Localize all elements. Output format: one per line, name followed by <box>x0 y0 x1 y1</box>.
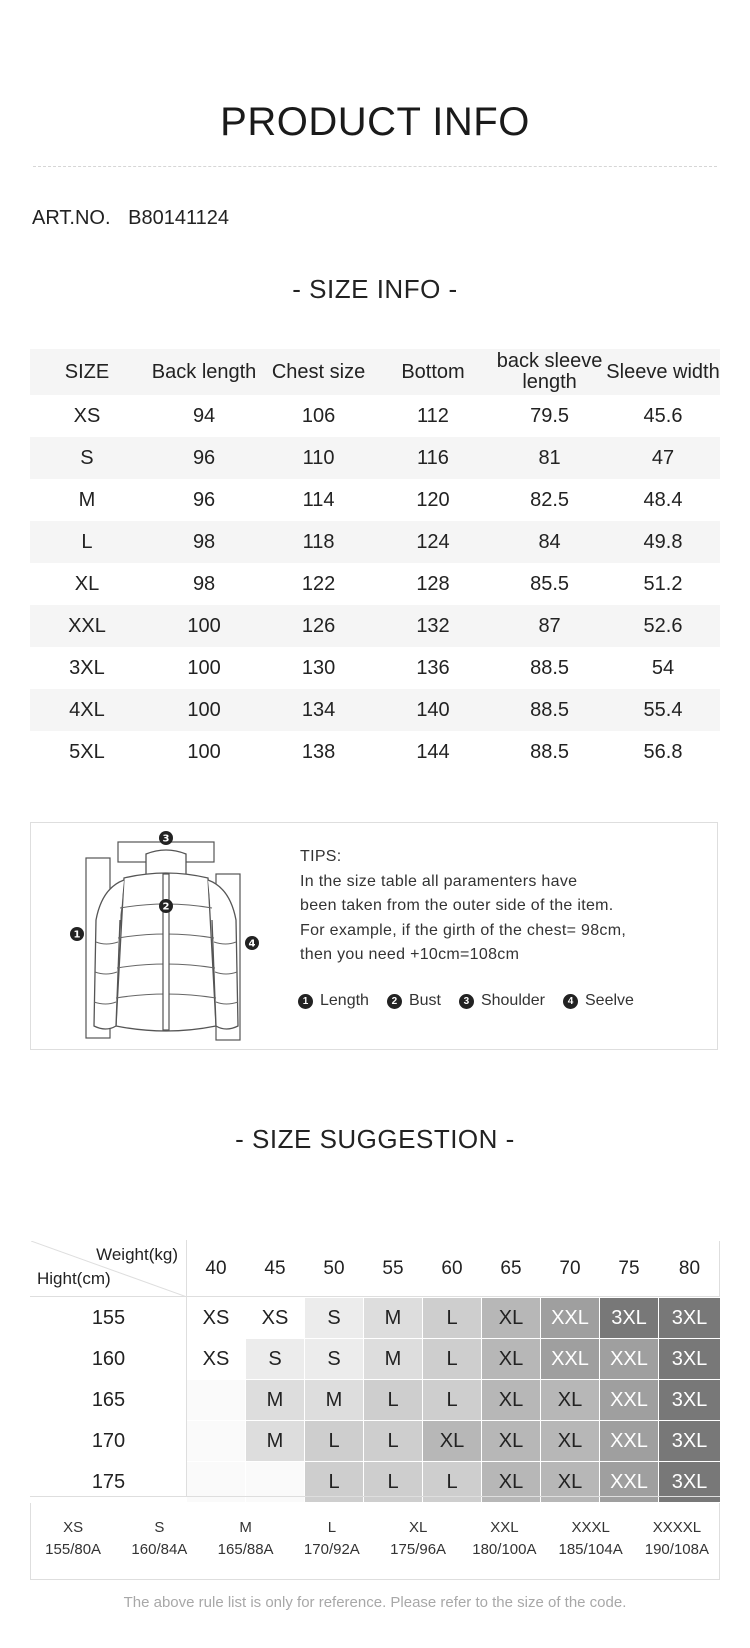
table-cell: 100 <box>187 740 221 763</box>
table-cell: 100 <box>187 656 221 679</box>
size-code-label: XXXL <box>571 1519 610 1536</box>
size-cell: S <box>246 1339 305 1380</box>
size-cell: M <box>364 1339 423 1380</box>
size-code-cell <box>548 1517 634 1561</box>
legend-item-shoulder <box>459 992 545 1010</box>
table-cell: 144 <box>416 740 450 763</box>
table-cell: 132 <box>373 605 493 647</box>
size-cell: L <box>305 1421 364 1462</box>
table-cell: 96 <box>144 437 264 479</box>
size-code-label: M <box>239 1519 252 1536</box>
table-cell: 114 <box>302 488 335 511</box>
table-cell: 51.2 <box>643 572 683 595</box>
size-cell: XL <box>482 1339 541 1380</box>
size-code-cell <box>116 1517 202 1561</box>
legend-item-sleeve <box>563 992 634 1010</box>
size-code-value: 155/80A <box>45 1541 102 1558</box>
table-cell: 118 <box>264 521 373 563</box>
table-cell: 100 <box>144 689 264 731</box>
table-cell: 120 <box>416 488 450 511</box>
table-cell: 136 <box>416 656 450 679</box>
size-cell: XXL <box>541 1298 600 1339</box>
divider <box>30 1296 720 1297</box>
size-code-cell <box>375 1517 461 1561</box>
weight-header-cell: 60 <box>423 1241 482 1298</box>
weight-header-cell: 70 <box>541 1241 600 1298</box>
size-cell: XS <box>246 1298 305 1339</box>
table-row <box>31 1380 721 1421</box>
table-cell: Back length <box>144 349 264 395</box>
table-cell: 3XL <box>69 656 105 679</box>
table-cell: XXL <box>30 605 144 647</box>
size-code-cell <box>30 1517 116 1561</box>
size-cell: XS <box>187 1298 246 1339</box>
table-cell: 47 <box>606 437 720 479</box>
size-code-value: 170/92A <box>303 1541 360 1558</box>
height-cell: 170 <box>31 1421 187 1462</box>
size-cell <box>187 1380 246 1421</box>
table-cell: 85.5 <box>530 572 570 595</box>
size-cell: XS <box>187 1339 246 1380</box>
size-cell: L <box>364 1462 423 1503</box>
table-cell: 88.5 <box>530 656 570 679</box>
size-cell: 3XL <box>659 1298 721 1339</box>
table-header-row <box>30 349 720 395</box>
legend-label: Shoulder <box>480 992 545 1009</box>
weight-header-cell: 40 <box>187 1241 246 1298</box>
size-suggestion-title: - SIZE SUGGESTION - <box>235 1124 515 1154</box>
table-cell: 110 <box>264 437 373 479</box>
number-badge-icon: 2 <box>387 994 402 1009</box>
table-cell: 122 <box>301 572 336 595</box>
table-cell: M <box>78 488 96 511</box>
size-cell: XL <box>482 1462 541 1503</box>
weight-height-header <box>31 1241 187 1298</box>
article-label: ART.NO. <box>32 207 111 229</box>
height-cell: 165 <box>31 1380 187 1421</box>
number-badge-icon: 3 <box>459 994 474 1009</box>
table-cell: 48.4 <box>643 488 683 511</box>
weight-header-cell: 75 <box>600 1241 659 1298</box>
tips-text <box>300 845 710 968</box>
size-cell: XXL <box>600 1462 659 1503</box>
height-cell: 160 <box>31 1339 187 1380</box>
legend-item-length <box>298 992 369 1010</box>
table-cell: 84 <box>493 521 606 563</box>
size-cell: L <box>423 1380 482 1421</box>
svg-text:4: 4 <box>248 938 256 950</box>
table-cell: 140 <box>373 689 493 731</box>
table-cell: 81 <box>493 437 606 479</box>
size-cell: M <box>305 1380 364 1421</box>
table-cell: 5XL <box>69 740 105 763</box>
size-code-label: XXL <box>490 1519 519 1536</box>
size-cell: L <box>364 1421 423 1462</box>
table-cell: 124 <box>373 521 493 563</box>
size-cell: S <box>305 1298 364 1339</box>
article-value: B80141124 <box>128 207 229 229</box>
number-badge-icon: 1 <box>298 994 313 1009</box>
size-code-value: 190/108A <box>644 1541 709 1558</box>
table-cell: 98 <box>144 521 264 563</box>
weight-header-cell: 65 <box>482 1241 541 1298</box>
table-cell: 134 <box>264 689 373 731</box>
svg-text:3: 3 <box>162 833 170 845</box>
size-code-value: 180/100A <box>472 1541 537 1558</box>
weight-header-cell: 45 <box>246 1241 305 1298</box>
size-cell: L <box>423 1462 482 1503</box>
size-code-cell <box>203 1517 289 1561</box>
tips-line: For example, if the girth of the chest= 98cm, <box>300 921 627 939</box>
table-cell: 88.5 <box>530 740 570 763</box>
table-cell: SIZE <box>30 349 144 395</box>
title-divider <box>33 166 717 167</box>
size-code-label: S <box>154 1519 165 1536</box>
size-code-label: XL <box>408 1519 428 1536</box>
size-cell: XXL <box>600 1339 659 1380</box>
table-cell: XS <box>73 404 101 427</box>
table-row <box>30 563 720 605</box>
table-cell: 126 <box>264 605 373 647</box>
size-code-value: 165/88A <box>217 1541 274 1558</box>
table-cell: S <box>30 437 144 479</box>
divider <box>30 1496 720 1497</box>
size-cell: M <box>364 1298 423 1339</box>
size-cell: S <box>305 1339 364 1380</box>
size-cell: XL <box>541 1462 600 1503</box>
table-cell: 45.6 <box>643 404 683 427</box>
size-info-table <box>30 349 720 773</box>
number-badge-icon: 4 <box>563 994 578 1009</box>
table-cell: 4XL <box>30 689 144 731</box>
size-code-cell <box>634 1517 720 1561</box>
table-row <box>30 395 720 437</box>
size-cell: XL <box>423 1421 482 1462</box>
height-cell: 155 <box>31 1298 187 1339</box>
table-cell: 98 <box>192 572 216 595</box>
table-cell: 116 <box>373 437 493 479</box>
table-cell: 79.5 <box>530 404 570 427</box>
table-cell: 106 <box>301 404 336 427</box>
measurement-legend <box>298 992 652 1010</box>
table-row <box>30 689 720 731</box>
table-cell: 128 <box>416 572 450 595</box>
table-cell: 138 <box>301 740 336 763</box>
size-cell: 3XL <box>659 1421 721 1462</box>
table-row <box>30 731 720 773</box>
table-row <box>30 521 720 563</box>
size-code-row <box>30 1517 720 1561</box>
table-row <box>30 647 720 689</box>
table-row <box>30 479 720 521</box>
weight-header-cell: 50 <box>305 1241 364 1298</box>
size-cell: XXL <box>600 1380 659 1421</box>
table-cell: 55.4 <box>606 689 720 731</box>
size-code-cell <box>461 1517 547 1561</box>
legend-label: Seelve <box>585 992 634 1009</box>
table-cell: Chest size <box>264 349 373 395</box>
tips-heading: TIPS: <box>300 848 342 865</box>
table-cell: 94 <box>192 404 216 427</box>
weight-header-cell: 80 <box>659 1241 721 1298</box>
size-cell: 3XL <box>659 1462 721 1503</box>
table-row <box>30 437 720 479</box>
table-cell: 130 <box>301 656 336 679</box>
table-cell: 112 <box>417 404 449 427</box>
table-cell: Bottom <box>373 349 493 395</box>
size-code-label: XXXXL <box>652 1519 702 1536</box>
legend-label: Bust <box>408 992 441 1009</box>
size-cell: XXL <box>541 1339 600 1380</box>
weight-label: Weight(kg) <box>96 1245 178 1264</box>
table-cell: 88.5 <box>493 689 606 731</box>
size-cell: XL <box>482 1380 541 1421</box>
size-code-value: 160/84A <box>131 1541 188 1558</box>
table-row <box>31 1298 721 1339</box>
table-cell: L <box>30 521 144 563</box>
table-cell: 100 <box>144 605 264 647</box>
size-cell: XL <box>482 1298 541 1339</box>
svg-text:2: 2 <box>162 901 170 913</box>
tips-line: In the size table all paramenters have <box>300 872 578 890</box>
weight-header-cell: 55 <box>364 1241 423 1298</box>
size-code-label: XS <box>63 1519 84 1536</box>
table-cell: Sleeve width <box>606 349 720 395</box>
size-code-cell <box>289 1517 375 1561</box>
svg-text:1: 1 <box>73 929 81 941</box>
size-cell: XL <box>541 1380 600 1421</box>
footnote: The above rule list is only for reference. Please refer to the size of the code. <box>123 1594 627 1611</box>
legend-label: Length <box>320 992 369 1009</box>
table-cell: back sleeve length <box>493 349 606 395</box>
table-row <box>30 605 720 647</box>
size-cell: L <box>305 1462 364 1503</box>
table-cell: 96 <box>192 488 216 511</box>
table-cell: 56.8 <box>643 740 683 763</box>
divider <box>186 1240 187 1496</box>
table-cell: 52.6 <box>606 605 720 647</box>
table-cell: 54 <box>651 656 675 679</box>
article-number <box>32 207 229 230</box>
tips-line: then you need +10cm=108cm <box>300 946 520 963</box>
size-cell: M <box>246 1421 305 1462</box>
table-cell: 49.8 <box>606 521 720 563</box>
size-cell: 3XL <box>659 1339 721 1380</box>
table-row <box>31 1421 721 1462</box>
size-cell: XL <box>482 1421 541 1462</box>
table-cell: XL <box>74 572 100 595</box>
size-cell: XL <box>541 1421 600 1462</box>
height-label: Hight(cm) <box>37 1269 111 1288</box>
size-cell: XXL <box>600 1421 659 1462</box>
size-cell <box>187 1421 246 1462</box>
size-cell: L <box>423 1339 482 1380</box>
size-code-value: 175/96A <box>390 1541 447 1558</box>
page-title: PRODUCT INFO <box>220 100 530 144</box>
size-cell: L <box>423 1298 482 1339</box>
size-info-title: - SIZE INFO - <box>292 274 458 304</box>
size-suggestion-table <box>30 1240 721 1503</box>
height-cell: 175 <box>31 1462 187 1503</box>
table-row <box>31 1339 721 1380</box>
jacket-measurement-icon <box>66 830 272 1042</box>
size-cell: 3XL <box>600 1298 659 1339</box>
size-cell: 3XL <box>659 1380 721 1421</box>
size-cell: M <box>246 1380 305 1421</box>
tips-line: been taken from the outer side of the item. <box>300 897 614 914</box>
size-code-label: L <box>327 1519 337 1536</box>
size-cell: L <box>364 1380 423 1421</box>
table-cell: 82.5 <box>530 488 570 511</box>
table-cell: 87 <box>493 605 606 647</box>
size-code-value: 185/104A <box>558 1541 623 1558</box>
legend-item-bust <box>387 992 441 1010</box>
